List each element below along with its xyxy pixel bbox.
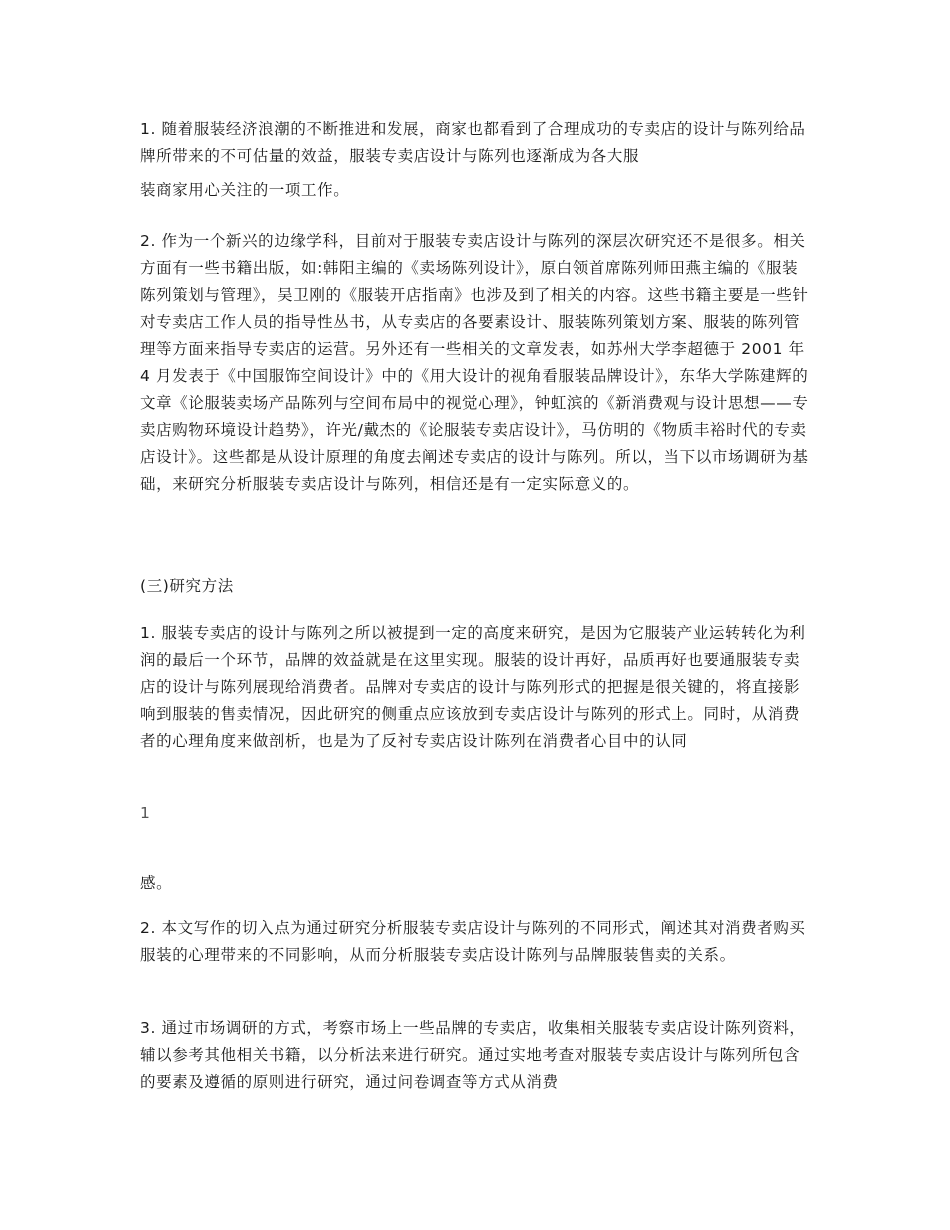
paragraph-5: 2. 本文写作的切入点为通过研究分析服装专卖店设计与陈列的不同形式，阐述其对消费者购买服装的心理带来的不同影响，从而分析服装专卖店设计陈列与品牌服装售卖的关系。 [140, 919, 806, 964]
paragraph-1 [140, 116, 810, 204]
paragraph-2: 2. 作为一个新兴的边缘学科，目前对于服装专卖店设计与陈列的深层次研究还不是很多。相关方面有一些书籍出版，如:韩阳主编的《卖场陈列设计》，原白领首席陈列师田燕主编的《服装陈列策划与管理》，吴卫刚的《服装开店指南》也涉及到了相关的内容。这些书籍主要是一些针对专卖店工作人员的指导性丛书，从专卖店的各要素设计、服装陈列策划方案、服装的陈列管理等方面来指导专卖店的运营。另外还有一些相关的文章发表，如苏州大学李超德于 2001 年 4 月发表于《中国服饰空间设计》中的《用大设计的视角看服装品牌设计》，东华大学陈建辉的文章《论服装卖场产品陈列与空间布局中的视觉心理》，钟虹滨的《新消费观与设计思想——专卖店购物环境设计趋势》，许光/戴杰的《论服装专卖店设计》，马仿明的《物质丰裕时代的专卖店设计》。这些都是从设计原理的角度去阐述专卖店的设计与陈列。所以，当下以市场调研为基础，来研究分析服装专卖店设计与陈列，相信还是有一定实际意义的。 [140, 232, 809, 493]
paragraph-6: 3. 通过市场调研的方式，考察市场上一些品牌的专卖店，收集相关服装专卖店设计陈列资料，辅以参考其他相关书籍，以分析法来进行研究。通过实地考查对服装专卖店设计与陈列所包含的要素及遵循的原则进行研究，通过问卷调查等方式从消费 [140, 1019, 806, 1091]
page-number: 1 [140, 804, 151, 822]
section-heading: (三)研究方法 [140, 577, 234, 595]
paragraph-1-line-3: 装商家用心关注的一项工作。 [140, 181, 350, 199]
paragraph-1-lines-1-2: 1. 随着服装经济浪潮的不断推进和发展，商家也都看到了合理成功的专卖店的设计与陈列给品牌所带来的不可估量的效益，服装专卖店设计与陈列也逐渐成为各大服 [140, 120, 806, 165]
paragraph-4: 感。 [140, 874, 173, 892]
paragraph-3: 1. 服装专卖店的设计与陈列之所以被提到一定的高度来研究，是因为它服装产业运转转化为利润的最后一个环节，品牌的效益就是在这里实现。服装的设计再好，品质再好也要通服装专卖店的设计与陈列展现给消费者。品牌对专卖店的设计与陈列形式的把握是很关键的，将直接影响到服装的售卖情况，因此研究的侧重点应该放到专卖店设计与陈列的形式上。同时，从消费者的心理角度来做剖析，也是为了反衬专卖店设计陈列在消费者心目中的认同 [140, 624, 806, 750]
